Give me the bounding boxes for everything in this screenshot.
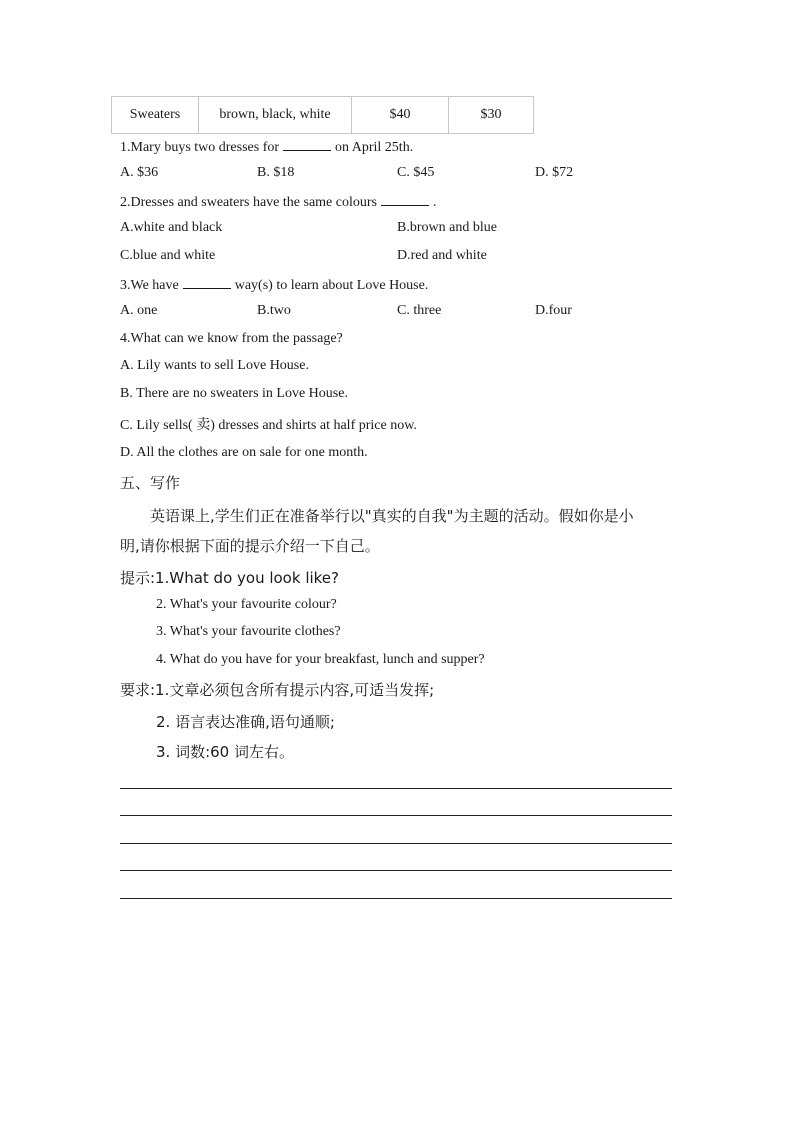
table-cell-price: $40	[352, 97, 449, 134]
answer-line[interactable]	[120, 815, 672, 816]
question-3-option-c: C. three	[397, 303, 442, 318]
question-4-option-b: B. There are no sweaters in Love House.	[120, 386, 348, 401]
question-2-stem-start: 2.Dresses and sweaters have the same colours	[120, 195, 377, 210]
hint-4: 4. What do you have for your breakfast, lunch and supper?	[156, 652, 485, 667]
table-cell-sale-price: $30	[449, 97, 534, 134]
question-4-stem: 4.What can we know from the passage?	[120, 331, 343, 346]
requirement-1: 要求:1.文章必须包含所有提示内容,可适当发挥;	[120, 681, 435, 699]
table-row	[112, 97, 534, 134]
question-3-option-d: D.four	[535, 303, 572, 318]
question-2-option-c: C.blue and white	[120, 248, 216, 263]
hint-3: 3. What's your favourite clothes?	[156, 624, 341, 639]
answer-blank[interactable]	[183, 276, 231, 289]
question-4-option-c: C. Lily sells( 卖) dresses and shirts at half price now.	[120, 418, 417, 433]
answer-line[interactable]	[120, 898, 672, 899]
question-1	[120, 138, 413, 156]
hint-2: 2. What's your favourite colour?	[156, 597, 337, 612]
question-2	[120, 193, 436, 211]
requirement-3: 3. 词数:60 词左右。	[156, 743, 294, 761]
question-1-option-c: C. $45	[397, 165, 435, 180]
table-cell-item: Sweaters	[112, 97, 199, 134]
table-cell-colours: brown, black, white	[199, 97, 352, 134]
question-3-stem-end: way(s) to learn about Love House.	[234, 278, 429, 293]
answer-blank[interactable]	[381, 193, 429, 206]
question-1-option-b: B. $18	[257, 165, 295, 180]
question-4-option-a: A. Lily wants to sell Love House.	[120, 358, 309, 373]
question-2-option-b: B.brown and blue	[397, 220, 497, 235]
question-3	[120, 276, 428, 294]
question-1-stem-end: on April 25th.	[335, 140, 414, 155]
price-table	[111, 96, 534, 134]
question-3-option-a: A. one	[120, 303, 158, 318]
hint-1-text: 提示:1.What do you look like?	[120, 569, 339, 587]
writing-intro-line-2: 明,请你根据下面的提示介绍一下自己。	[120, 537, 380, 555]
section-heading: 五、写作	[120, 474, 181, 492]
question-3-stem-start: 3.We have	[120, 278, 179, 293]
question-1-stem-start: 1.Mary buys two dresses for	[120, 140, 280, 155]
answer-blank[interactable]	[283, 138, 331, 151]
question-2-option-a: A.white and black	[120, 220, 223, 235]
question-2-option-d: D.red and white	[397, 248, 487, 263]
answer-line[interactable]	[120, 788, 672, 789]
answer-line[interactable]	[120, 870, 672, 871]
hint-1	[120, 567, 339, 588]
answer-line[interactable]	[120, 843, 672, 844]
question-1-option-a: A. $36	[120, 165, 159, 180]
question-1-option-d: D. $72	[535, 165, 574, 180]
question-4-option-d: D. All the clothes are on sale for one month.	[120, 445, 368, 460]
question-2-stem-end: .	[432, 195, 437, 210]
writing-intro-line-1: 英语课上,学生们正在准备举行以"真实的自我"为主题的活动。假如你是小	[150, 507, 634, 525]
requirement-2: 2. 语言表达准确,语句通顺;	[156, 713, 335, 731]
question-3-option-b: B.two	[257, 303, 291, 318]
